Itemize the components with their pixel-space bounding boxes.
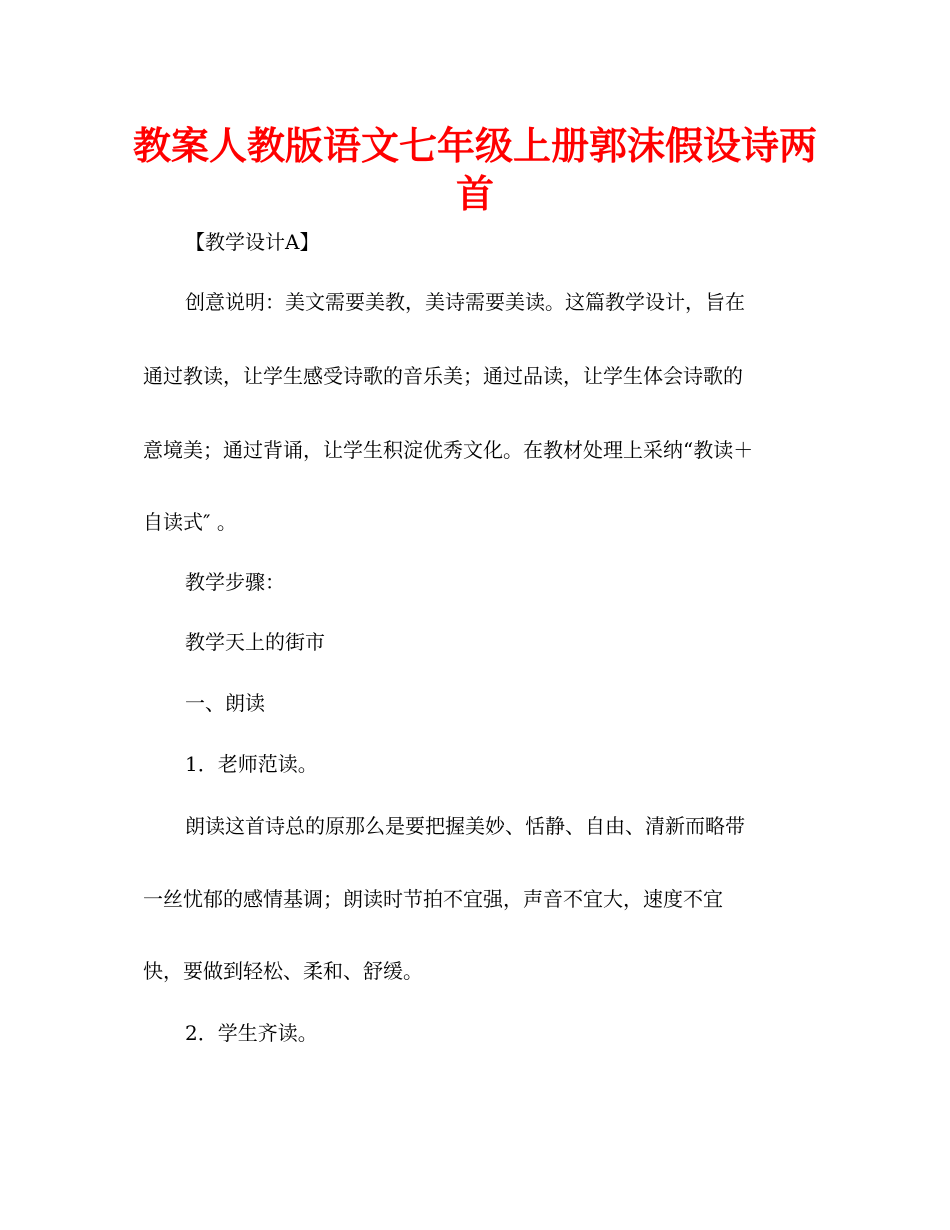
paragraph-line: 教学步骤：	[185, 570, 285, 594]
document-title	[0, 122, 950, 218]
paragraph-line: 自读式″ 。	[143, 510, 237, 534]
paragraph-line: 一丝忧郁的感情基调；朗读时节拍不宜强，声音不宜大，速度不宜	[143, 887, 723, 911]
title-line-1: 教案人教版语文七年级上册郭沫假设诗两	[132, 124, 817, 168]
paragraph-line: 教学天上的街市	[185, 630, 325, 654]
title-line-2: 首	[455, 172, 494, 216]
paragraph-line: 意境美；通过背诵，让学生积淀优秀文化。在教材处理上采纳“教读＋	[143, 438, 754, 462]
paragraph-line: 2．学生齐读。	[185, 1021, 318, 1045]
paragraph-line: 1．老师范读。	[185, 752, 318, 776]
paragraph-line: 朗读这首诗总的原那么是要把握美妙、恬静、自由、清新而略带	[185, 814, 745, 838]
section-heading: 【教学设计A】	[185, 230, 320, 254]
paragraph-line: 通过教读，让学生感受诗歌的音乐美；通过品读，让学生体会诗歌的	[143, 364, 743, 388]
paragraph-line: 创意说明：美文需要美教，美诗需要美读。这篇教学设计，旨在	[185, 290, 745, 314]
paragraph-line: 一、朗读	[185, 691, 265, 715]
paragraph-line: 快，要做到轻松、柔和、舒缓。	[143, 959, 423, 983]
